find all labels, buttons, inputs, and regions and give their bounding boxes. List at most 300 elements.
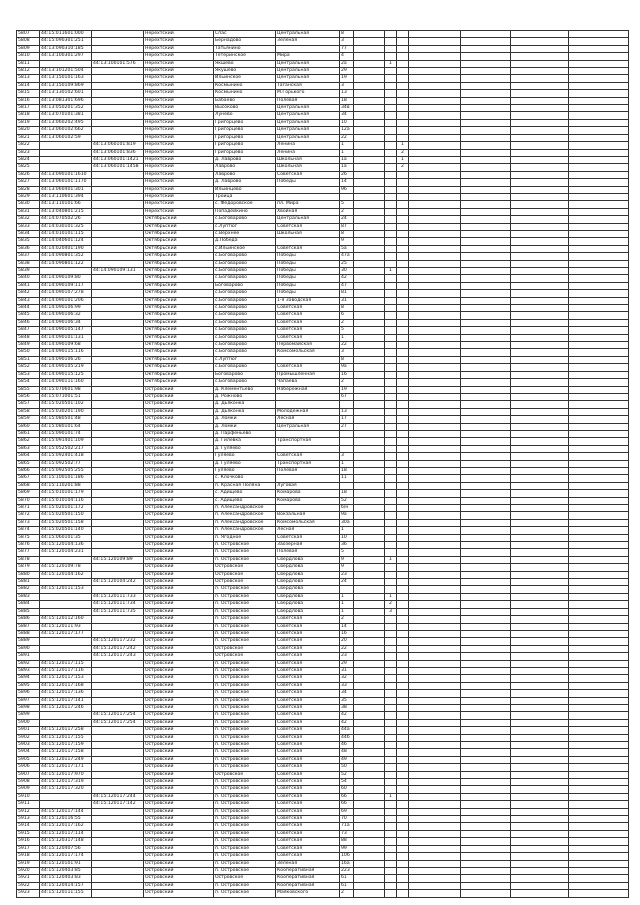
cadastral-number-cell: 44:15:120117:114 <box>40 830 92 837</box>
district-cell: Островский <box>144 630 214 637</box>
empty-cell <box>569 386 629 393</box>
cadastral-number-alt-cell: 44:15:120109:89 <box>92 556 144 563</box>
district-cell: Октябрьский <box>144 305 214 312</box>
empty-cell <box>409 386 461 393</box>
street-cell: пл. Мира <box>276 201 340 208</box>
row-number-cell: 5834 <box>17 230 40 237</box>
table-row <box>17 112 629 119</box>
row-number-cell: 5814 <box>17 82 40 89</box>
cadastral-number-alt-cell <box>92 623 144 630</box>
street-cell: Транспортная <box>276 460 340 467</box>
empty-cell <box>511 334 569 341</box>
empty-cell <box>409 379 461 386</box>
building-cell <box>354 416 385 423</box>
empty-cell <box>461 779 511 786</box>
district-cell: Островский <box>144 660 214 667</box>
empty-cell <box>409 505 461 512</box>
row-number-cell: 5901 <box>17 727 40 734</box>
table-row <box>17 60 629 67</box>
empty-cell <box>461 527 511 534</box>
cadastral-number-alt-cell <box>92 216 144 223</box>
room-cell <box>397 512 409 519</box>
settlement-cell: п. Островское <box>214 742 276 749</box>
building-cell <box>354 704 385 711</box>
street-cell: Мира <box>276 53 340 60</box>
empty-cell <box>511 179 569 186</box>
table-row <box>17 416 629 423</box>
cadastral-number-alt-cell <box>92 882 144 889</box>
empty-cell <box>569 31 629 38</box>
district-cell: Островский <box>144 771 214 778</box>
empty-cell <box>461 393 511 400</box>
settlement-cell: с. Адищево <box>214 490 276 497</box>
empty-cell <box>409 549 461 556</box>
settlement-cell: Гуляево <box>214 467 276 474</box>
empty-cell <box>569 186 629 193</box>
empty-cell <box>409 134 461 141</box>
cadastral-number-alt-cell <box>92 742 144 749</box>
row-number-cell: 5874 <box>17 527 40 534</box>
street-cell <box>276 45 340 52</box>
table-row <box>17 816 629 823</box>
house-number-cell: 2 <box>340 319 354 326</box>
row-number-cell: 5873 <box>17 519 40 526</box>
empty-cell <box>569 845 629 852</box>
flat-cell <box>385 186 397 193</box>
house-number-cell: 4 <box>340 53 354 60</box>
empty-cell <box>511 68 569 75</box>
empty-cell <box>409 193 461 200</box>
flat-cell <box>385 697 397 704</box>
street-cell <box>276 356 340 363</box>
room-cell <box>397 53 409 60</box>
empty-cell <box>569 593 629 600</box>
settlement-cell: п. Островское <box>214 675 276 682</box>
room-cell <box>397 60 409 67</box>
table-row <box>17 682 629 689</box>
empty-cell <box>409 312 461 319</box>
empty-cell <box>569 742 629 749</box>
flat-cell <box>385 505 397 512</box>
empty-cell <box>511 60 569 67</box>
building-cell <box>354 75 385 82</box>
house-number-cell: 30 <box>340 268 354 275</box>
room-cell <box>397 430 409 437</box>
row-number-cell: 5880 <box>17 571 40 578</box>
settlement-cell: Боговарово <box>214 371 276 378</box>
empty-cell <box>461 82 511 89</box>
empty-cell <box>409 830 461 837</box>
district-cell: Октябрьский <box>144 342 214 349</box>
cadastral-number-cell: 44:15:120403:85 <box>40 867 92 874</box>
district-cell: Октябрьский <box>144 216 214 223</box>
row-number-cell: 5911 <box>17 801 40 808</box>
empty-cell <box>409 571 461 578</box>
row-number-cell: 5865 <box>17 460 40 467</box>
settlement-cell: п. Островское <box>214 779 276 786</box>
cadastral-number-cell: 44:15:120117:162 <box>40 823 92 830</box>
table-row <box>17 793 629 800</box>
table-row <box>17 82 629 89</box>
empty-cell <box>569 838 629 845</box>
flat-cell <box>385 860 397 867</box>
district-cell: Нерехтский <box>144 208 214 215</box>
building-cell <box>354 667 385 674</box>
settlement-cell: с.Боговарово <box>214 334 276 341</box>
building-cell <box>354 690 385 697</box>
empty-cell <box>461 505 511 512</box>
street-cell: Советская <box>276 719 340 726</box>
settlement-cell: п. Островское <box>214 608 276 615</box>
house-number-cell: 54 <box>340 779 354 786</box>
district-cell: Островский <box>144 882 214 889</box>
cadastral-number-alt-cell <box>92 31 144 38</box>
room-cell <box>397 497 409 504</box>
street-cell: Комарова <box>276 490 340 497</box>
district-cell: Островский <box>144 460 214 467</box>
house-number-cell: 23 <box>340 653 354 660</box>
street-cell: Центральная <box>276 68 340 75</box>
table-row <box>17 497 629 504</box>
cadastral-number-alt-cell <box>92 756 144 763</box>
empty-cell <box>409 756 461 763</box>
house-number-cell: 31 <box>340 667 354 674</box>
building-cell <box>354 201 385 208</box>
district-cell: Островский <box>144 801 214 808</box>
empty-cell <box>461 786 511 793</box>
empty-cell <box>461 438 511 445</box>
district-cell: Нерехтский <box>144 179 214 186</box>
flat-cell <box>385 519 397 526</box>
room-cell <box>397 867 409 874</box>
flat-cell <box>385 616 397 623</box>
settlement-cell: Якшево <box>214 60 276 67</box>
empty-cell <box>461 268 511 275</box>
house-number-cell: 27 <box>340 423 354 430</box>
district-cell: Октябрьский <box>144 379 214 386</box>
row-number-cell: 5861 <box>17 430 40 437</box>
empty-cell <box>511 238 569 245</box>
cadastral-number-alt-cell <box>92 305 144 312</box>
row-number-cell: 5830 <box>17 201 40 208</box>
empty-cell <box>511 430 569 437</box>
empty-cell <box>511 512 569 519</box>
settlement-cell: п. Островское <box>214 719 276 726</box>
settlement-cell: д. Гилевка <box>214 438 276 445</box>
settlement-cell: Космынино <box>214 82 276 89</box>
empty-cell <box>569 534 629 541</box>
flat-cell <box>385 512 397 519</box>
empty-cell <box>511 808 569 815</box>
empty-cell <box>461 608 511 615</box>
empty-cell <box>461 638 511 645</box>
room-cell: 2 <box>397 164 409 171</box>
building-cell <box>354 60 385 67</box>
cadastral-number-alt-cell <box>92 505 144 512</box>
empty-cell <box>409 845 461 852</box>
building-cell <box>354 779 385 786</box>
cadastral-number-cell: 44:14:090109:117 <box>40 282 92 289</box>
empty-cell <box>569 460 629 467</box>
flat-cell <box>385 445 397 452</box>
cadastral-number-alt-cell <box>92 542 144 549</box>
empty-cell <box>569 393 629 400</box>
district-cell: Островский <box>144 749 214 756</box>
empty-cell <box>409 371 461 378</box>
room-cell <box>397 134 409 141</box>
empty-cell <box>511 149 569 156</box>
empty-cell <box>409 305 461 312</box>
building-cell <box>354 438 385 445</box>
building-cell <box>354 297 385 304</box>
empty-cell <box>569 482 629 489</box>
building-cell <box>354 401 385 408</box>
room-cell <box>397 875 409 882</box>
district-cell: Нерехтский <box>144 75 214 82</box>
street-cell: Советская <box>276 364 340 371</box>
cadastral-number-alt-cell <box>92 586 144 593</box>
room-cell <box>397 408 409 415</box>
district-cell: Островский <box>144 786 214 793</box>
house-number-cell: 42 <box>340 719 354 726</box>
district-cell: Октябрьский <box>144 275 214 282</box>
row-number-cell: 5832 <box>17 216 40 223</box>
building-cell <box>354 719 385 726</box>
room-cell <box>397 45 409 52</box>
room-cell <box>397 438 409 445</box>
house-number-cell: 77 <box>340 45 354 52</box>
empty-cell <box>511 342 569 349</box>
cadastral-number-cell <box>40 149 92 156</box>
room-cell <box>397 445 409 452</box>
cadastral-number-alt-cell <box>92 349 144 356</box>
empty-cell <box>461 342 511 349</box>
settlement-cell: п. Островское <box>214 845 276 852</box>
flat-cell <box>385 645 397 652</box>
empty-cell <box>409 208 461 215</box>
house-number-cell: 26 <box>340 171 354 178</box>
cadastral-number-cell: 44:13:090310:185 <box>40 45 92 52</box>
table-row <box>17 453 629 460</box>
street-cell: Советская <box>276 779 340 786</box>
empty-cell <box>569 416 629 423</box>
room-cell <box>397 467 409 474</box>
table-row <box>17 779 629 786</box>
empty-cell <box>409 453 461 460</box>
house-number-cell: 1 <box>340 142 354 149</box>
cadastral-number-cell: 44:15:092502:77 <box>40 460 92 467</box>
empty-cell <box>409 179 461 186</box>
room-cell <box>397 105 409 112</box>
row-number-cell: 5893 <box>17 667 40 674</box>
empty-cell <box>409 853 461 860</box>
empty-cell <box>461 275 511 282</box>
house-number-cell: 96 <box>340 186 354 193</box>
empty-cell <box>461 586 511 593</box>
building-cell <box>354 282 385 289</box>
cadastral-number-cell: 44:15:120117:319 <box>40 779 92 786</box>
empty-cell <box>409 742 461 749</box>
cadastral-number-alt-cell <box>92 734 144 741</box>
building-cell <box>354 653 385 660</box>
empty-cell <box>569 704 629 711</box>
settlement-cell: п. Островское <box>214 882 276 889</box>
empty-cell <box>409 682 461 689</box>
empty-cell <box>511 31 569 38</box>
house-number-cell: 16а <box>340 860 354 867</box>
table-row <box>17 238 629 245</box>
empty-cell <box>569 275 629 282</box>
empty-cell <box>511 119 569 126</box>
cadastral-number-alt-cell <box>92 356 144 363</box>
settlement-cell: д. Гуляево <box>214 460 276 467</box>
flat-cell <box>385 142 397 149</box>
empty-cell <box>569 223 629 230</box>
empty-cell <box>569 816 629 823</box>
district-cell: Октябрьский <box>144 356 214 363</box>
building-cell <box>354 571 385 578</box>
empty-cell <box>409 890 461 897</box>
row-number-cell: 5835 <box>17 238 40 245</box>
street-cell: Кооперативная <box>276 867 340 874</box>
empty-cell <box>569 290 629 297</box>
house-number-cell: 34 <box>340 690 354 697</box>
empty-cell <box>569 179 629 186</box>
building-cell <box>354 430 385 437</box>
empty-cell <box>569 645 629 652</box>
flat-cell <box>385 801 397 808</box>
empty-cell <box>461 416 511 423</box>
empty-cell <box>569 401 629 408</box>
cadastral-number-alt-cell <box>92 38 144 45</box>
table-row <box>17 179 629 186</box>
empty-cell <box>511 712 569 719</box>
empty-cell <box>409 460 461 467</box>
building-cell <box>354 305 385 312</box>
flat-cell <box>385 756 397 763</box>
cadastral-number-cell: 44:15:020501:158 <box>40 519 92 526</box>
street-cell <box>276 238 340 245</box>
empty-cell <box>461 386 511 393</box>
room-cell <box>397 193 409 200</box>
room-cell <box>397 75 409 82</box>
settlement-cell: Космынино <box>214 90 276 97</box>
empty-cell <box>511 475 569 482</box>
row-number-cell: 5853 <box>17 371 40 378</box>
street-cell: Свердлова <box>276 608 340 615</box>
row-number-cell: 5900 <box>17 719 40 726</box>
empty-cell <box>511 386 569 393</box>
empty-cell <box>461 475 511 482</box>
empty-cell <box>409 867 461 874</box>
street-cell: Ленина <box>276 142 340 149</box>
table-row <box>17 512 629 519</box>
cadastral-number-alt-cell <box>92 467 144 474</box>
empty-cell <box>511 216 569 223</box>
row-number-cell: 5849 <box>17 342 40 349</box>
settlement-cell: п. Островское <box>214 816 276 823</box>
house-number-cell: 34 <box>340 112 354 119</box>
cadastral-number-cell <box>40 608 92 615</box>
empty-cell <box>511 142 569 149</box>
cadastral-number-cell: 44:15:060101:35 <box>40 534 92 541</box>
flat-cell <box>385 682 397 689</box>
district-cell: Островский <box>144 593 214 600</box>
flat-cell <box>385 527 397 534</box>
street-cell: Полевая <box>276 97 340 104</box>
district-cell: Островский <box>144 445 214 452</box>
table-row <box>17 586 629 593</box>
street-cell: Свердлова <box>276 579 340 586</box>
cadastral-number-alt-cell <box>92 771 144 778</box>
empty-cell <box>409 186 461 193</box>
table-row <box>17 349 629 356</box>
empty-cell <box>409 542 461 549</box>
empty-cell <box>569 756 629 763</box>
row-number-cell: 5908 <box>17 779 40 786</box>
flat-cell <box>385 549 397 556</box>
room-cell <box>397 749 409 756</box>
street-cell: Школьная <box>276 230 340 237</box>
house-number-cell: 16 <box>340 630 354 637</box>
cadastral-number-cell: 44:15:120109:78 <box>40 564 92 571</box>
settlement-cell: Островское <box>214 579 276 586</box>
room-cell <box>397 675 409 682</box>
house-number-cell: 18 <box>340 97 354 104</box>
cadastral-number-cell: 44:15:120117:116 <box>40 667 92 674</box>
table-row <box>17 401 629 408</box>
empty-cell <box>461 542 511 549</box>
empty-cell <box>511 853 569 860</box>
street-cell: Советская <box>276 675 340 682</box>
cadastral-number-cell: 44:15:120407:56 <box>40 845 92 852</box>
cadastral-number-cell: 44:14:040601:124 <box>40 238 92 245</box>
cadastral-number-cell: 44:15:120111:153 <box>40 586 92 593</box>
street-cell: Комарова <box>276 497 340 504</box>
street-cell <box>276 445 340 452</box>
flat-cell <box>385 379 397 386</box>
row-number-cell: 5859 <box>17 416 40 423</box>
empty-cell <box>461 334 511 341</box>
row-number-cell: 5860 <box>17 423 40 430</box>
room-cell <box>397 238 409 245</box>
settlement-cell: с.Верхнее <box>214 230 276 237</box>
row-number-cell: 5809 <box>17 45 40 52</box>
empty-cell <box>461 467 511 474</box>
flat-cell <box>385 882 397 889</box>
row-number-cell: 5892 <box>17 660 40 667</box>
settlement-cell: п. Островское <box>214 549 276 556</box>
cadastral-number-alt-cell: 44:13:060101:819 <box>92 142 144 149</box>
district-cell: Островский <box>144 490 214 497</box>
table-row <box>17 690 629 697</box>
street-cell: Центральная <box>276 216 340 223</box>
building-cell <box>354 156 385 163</box>
house-number-cell: 8 <box>340 31 354 38</box>
building-cell <box>354 112 385 119</box>
row-number-cell: 5889 <box>17 638 40 645</box>
empty-cell <box>569 364 629 371</box>
cadastral-number-cell: 44:15:120117:249 <box>40 756 92 763</box>
district-cell: Островский <box>144 742 214 749</box>
room-cell <box>397 601 409 608</box>
empty-cell <box>511 401 569 408</box>
street-cell: Свердлова <box>276 571 340 578</box>
cadastral-number-alt-cell <box>92 549 144 556</box>
empty-cell <box>569 430 629 437</box>
row-number-cell: 5920 <box>17 867 40 874</box>
flat-cell <box>385 890 397 897</box>
